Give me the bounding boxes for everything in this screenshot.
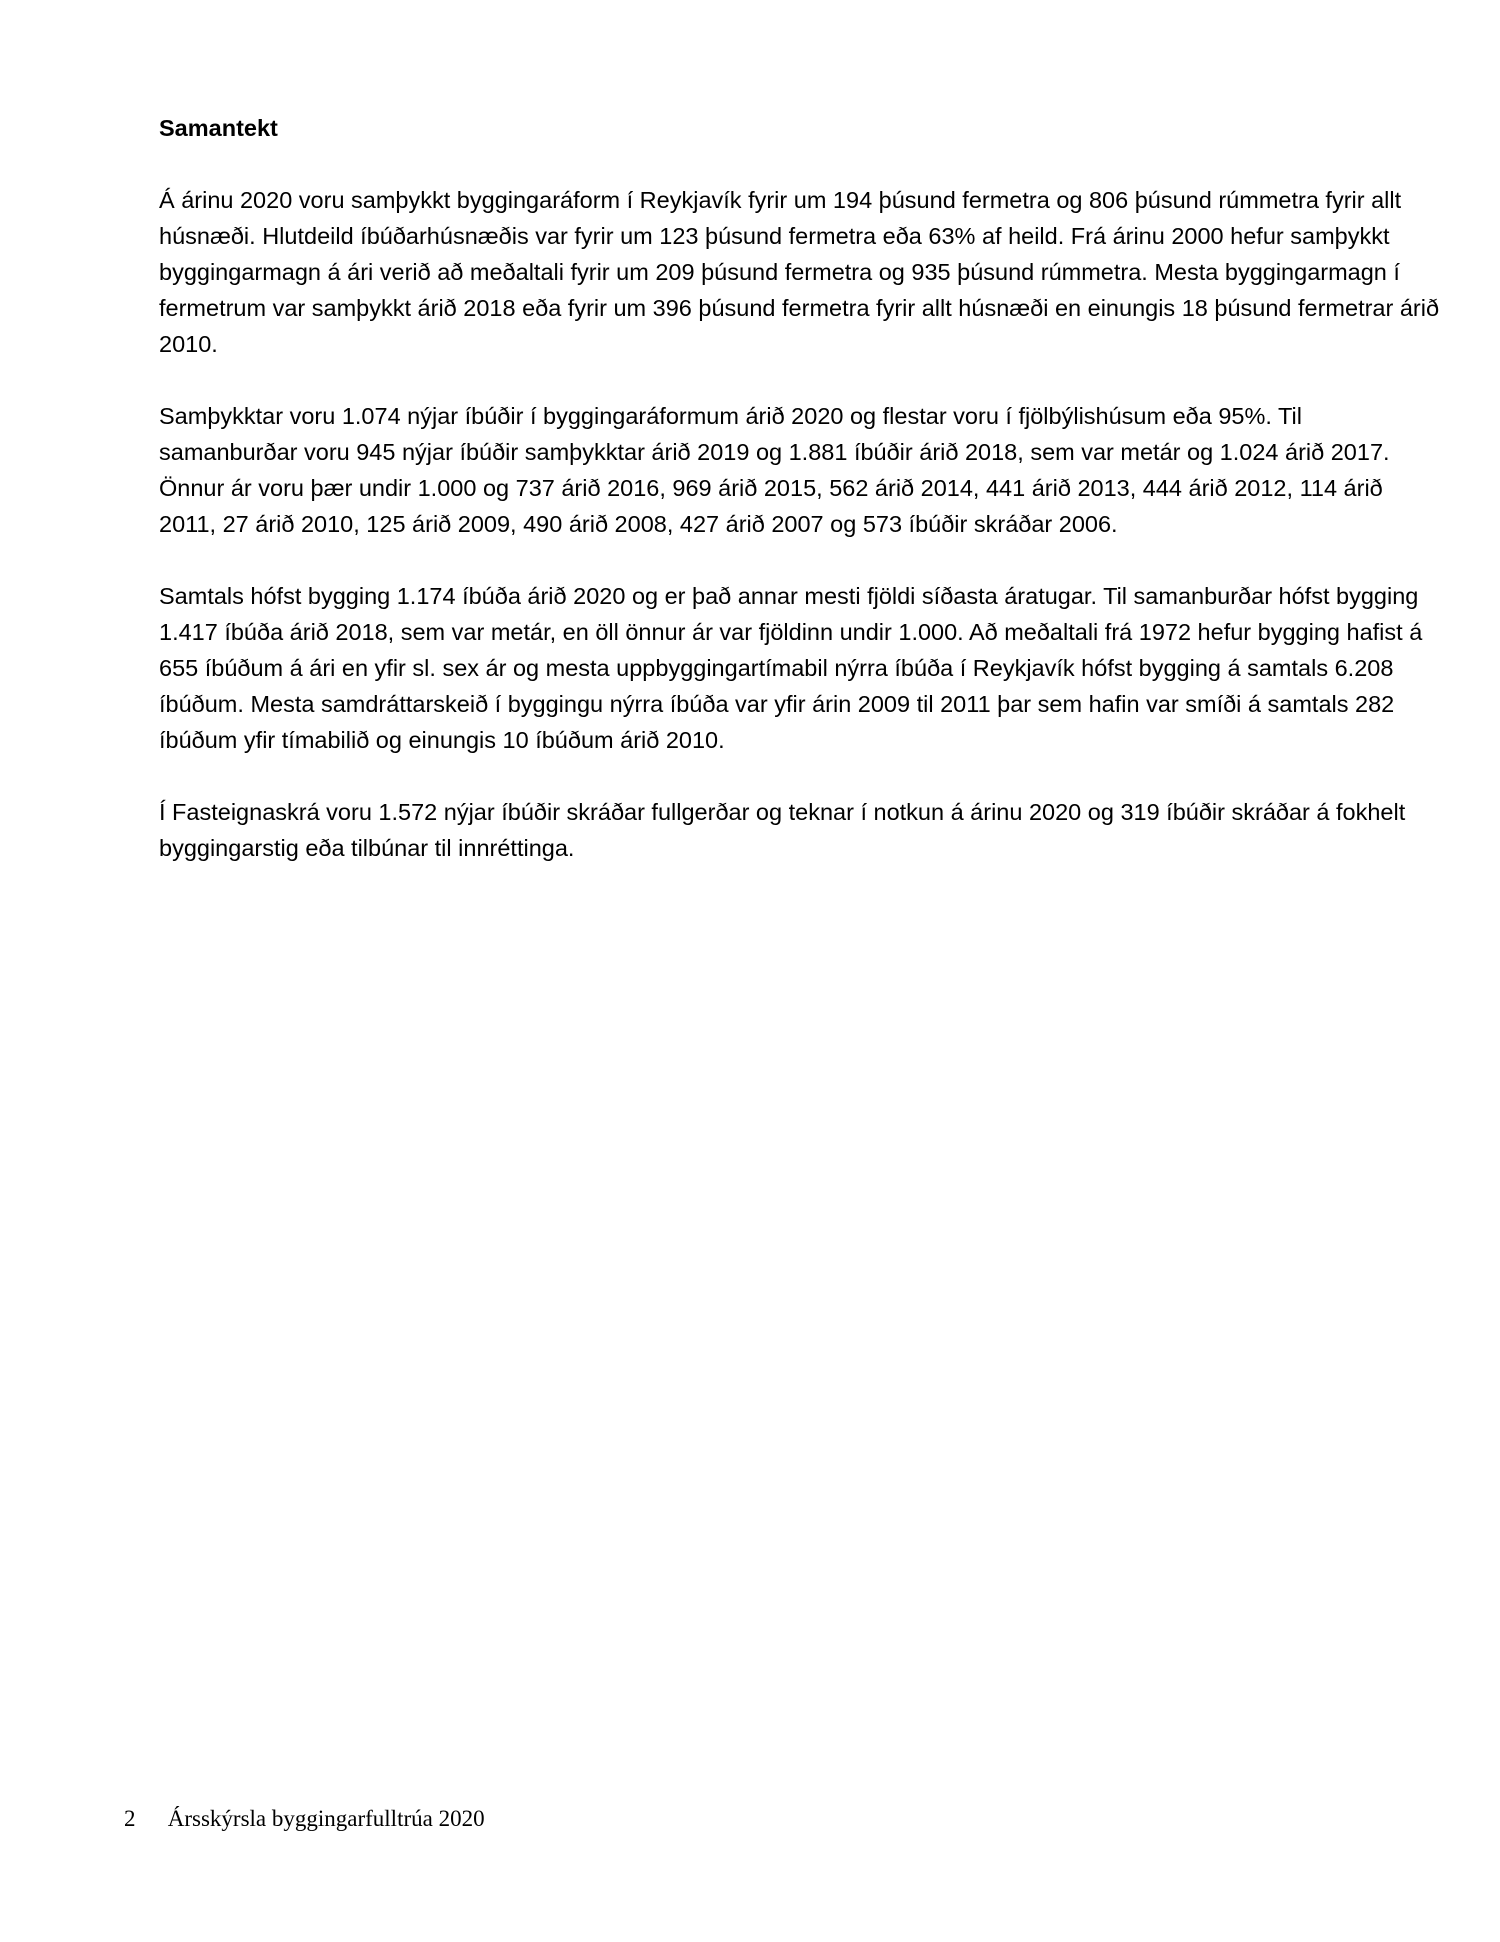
paragraph-property-registry: Í Fasteignaskrá voru 1.572 nýjar íbúðir skráðar fullgerðar og teknar í notkun á árinu 2020 og 319 íbúðir skráðar á fokhelt byggingarstig eða tilbúnar til innréttinga. <box>159 799 1406 861</box>
page-footer <box>124 1804 485 1834</box>
paragraph-construction-started: Samtals hófst bygging 1.174 íbúða árið 2020 og er það annar mesti fjöldi síðasta áratugar. Til samanburðar hófst bygging 1.417 íbúða árið 2018, sem var metár, en öll önnur ár var fjöldinn undir 1.000. Að meðaltali frá 1972 hefur bygging hafist á 655 íbúðum á ári en yfir sl. sex ár og mesta uppbyggingartímabil nýrra íbúða í Reykjavík hófst bygging á samtals 6.208 íbúðum. Mesta samdráttarskeið í byggingu nýrra íbúða var yfir árin 2009 til 2011 þar sem hafin var smíði á samtals 282 íbúðum yfir tímabilið og einungis 10 íbúðum árið 2010. <box>159 583 1423 753</box>
paragraph-building-plans: Á árinu 2020 voru samþykkt byggingaráform í Reykjavík fyrir um 194 þúsund fermetra og 806 þúsund rúmmetra fyrir allt húsnæði. Hlutdeild íbúðarhúsnæðis var fyrir um 123 þúsund fermetra eða 63% af heild. Frá árinu 2000 hefur samþykkt byggingarmagn á ári verið að meðaltali fyrir um 209 þúsund fermetra og 935 þúsund rúmmetra. Mesta byggingarmagn í fermetrum var samþykkt árið 2018 eða fyrir um 396 þúsund fermetra fyrir allt húsnæði en einungis 18 þúsund fermetrar árið 2010. <box>159 187 1440 357</box>
section-heading: Samantekt <box>159 115 278 141</box>
document-body <box>159 110 1444 902</box>
footer-title: Ársskýrsla byggingarfulltrúa 2020 <box>167 1806 485 1831</box>
paragraph-approved-apartments: Samþykktar voru 1.074 nýjar íbúðir í byggingaráformum árið 2020 og flestar voru í fjölbýlishúsum eða 95%. Til samanburðar voru 945 nýjar íbúðir samþykktar árið 2019 og 1.881 íbúðir árið 2018, sem var metár og 1.024 árið 2017. Önnur ár voru þær undir 1.000 og 737 árið 2016, 969 árið 2015, 562 árið 2014, 441 árið 2013, 444 árið 2012, 114 árið 2011, 27 árið 2010, 125 árið 2009, 490 árið 2008, 427 árið 2007 og 573 íbúðir skráðar 2006. <box>159 403 1390 537</box>
page-number: 2 <box>124 1806 136 1831</box>
